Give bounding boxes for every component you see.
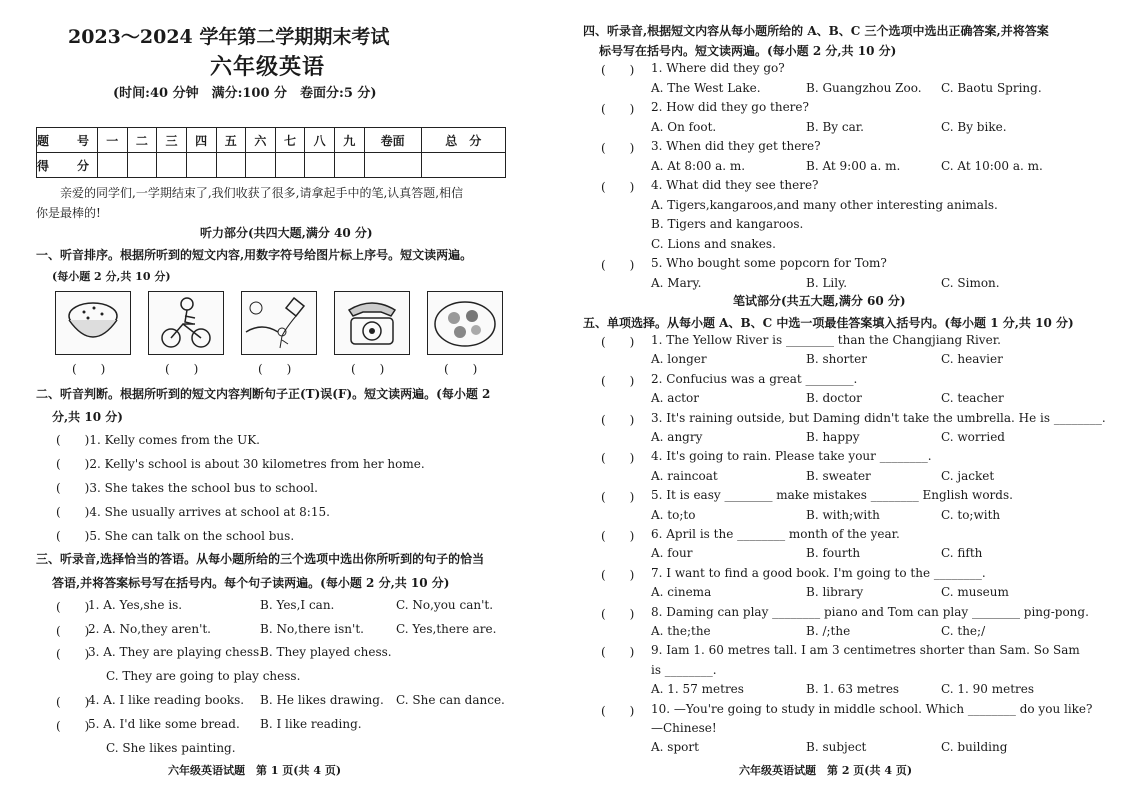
option-a: A. four (651, 546, 693, 561)
picture-answer-paren[interactable]: ( ) (444, 362, 478, 376)
question-stem: 10. —You're going to study in middle school. Which ________ do you like? (651, 701, 1093, 716)
answer-paren[interactable]: ( ) (601, 412, 635, 427)
option-c: C. worried (941, 430, 1005, 444)
option-a: 1. A. Yes,she is. (88, 598, 183, 612)
question-stem: 9. Iam 1. 60 metres tall. I am 3 centimetres shorter than Sam. So Sam (651, 643, 1080, 658)
picture-answer-paren[interactable]: ( ) (165, 362, 199, 376)
score-cell[interactable] (186, 153, 216, 178)
exam-page-2 (561, 0, 1123, 793)
option-c: C. Baotu Spring. (941, 80, 1042, 95)
score-col: 九 (335, 128, 365, 153)
option-c: C. museum (941, 585, 1009, 600)
kite-park-icon (241, 291, 317, 355)
option-a: A. cinema (651, 585, 712, 600)
option-c: C. heavier (941, 352, 1003, 367)
option-a: is ________. (651, 662, 717, 677)
option-a: A. actor (651, 391, 699, 406)
option-c: C. By bike. (941, 119, 1007, 134)
question-stem: 3. It's raining outside, but Daming didn't take the umbrella. He is ________. (651, 410, 1106, 425)
option-c: C. jacket (941, 468, 995, 483)
option-c: C. She can dance. (396, 693, 505, 707)
option-c: C. the;/ (941, 624, 986, 638)
option-b: B. He likes drawing. (260, 693, 384, 707)
option-a: 5. A. I'd like some bread. (88, 717, 240, 731)
answer-paren[interactable]: ( ) (601, 567, 635, 582)
question-stem: 5. Who bought some popcorn for Tom? (651, 256, 887, 270)
option-b: B. 1. 63 metres (806, 682, 900, 697)
score-cell[interactable] (98, 153, 128, 178)
section4-title: 四、听录音,根据短文内容从每小题所给的 A、B、C 三个选项中选出正确答案,并将答案 (583, 24, 1049, 38)
option-b: B. Lily. (806, 275, 848, 290)
option-c: C. She likes painting. (106, 741, 236, 755)
answer-paren[interactable]: ( ) (601, 703, 635, 718)
score-cell[interactable] (127, 153, 157, 178)
option-c: C. At 10:00 a. m. (941, 158, 1043, 173)
answer-paren[interactable]: ( ) (601, 373, 635, 388)
option-a: B. Tigers and kangaroos. (651, 217, 804, 231)
telephone-icon (334, 291, 410, 355)
rice-bowl-icon (55, 291, 131, 355)
option-b: B. They played chess. (260, 645, 392, 659)
answer-paren[interactable]: ( ) (601, 141, 635, 155)
option-b: B. /;the (806, 624, 851, 638)
option-a: A. the;the (651, 624, 711, 638)
score-col: 四 (186, 128, 216, 153)
option-b: B. subject (806, 740, 867, 755)
option-b: B. Guangzhou Zoo. (806, 80, 922, 95)
exam-page-1 (0, 0, 561, 793)
page-footer-2: 六年级英语试题 第 2 页(共 4 页) (739, 764, 913, 777)
section2-title-cont: 分,共 10 分) (52, 410, 123, 424)
option-a: A. sport (651, 740, 699, 755)
answer-paren[interactable]: ( ) (601, 335, 635, 349)
answer-paren[interactable]: ( ) (601, 63, 635, 77)
score-cell[interactable] (216, 153, 246, 178)
option-a: 4. A. I like reading books. (88, 693, 245, 707)
question-stem: 8. Daming can play ________ piano and Tom can play ________ ping-pong. (651, 604, 1089, 619)
score-col: 一 (98, 128, 128, 153)
option-a: C. Lions and snakes. (651, 236, 776, 251)
score-table-header-row (37, 128, 506, 153)
score-table-header-label: 题 号 (37, 128, 98, 153)
option-c: C. Simon. (941, 275, 1000, 290)
option-b: B. shorter (806, 352, 867, 367)
section1-title: 一、听音排序。根据所听到的短文内容,用数字符号给图片标上序号。短文读两遍。 (36, 248, 473, 262)
option-b: B. I like reading. (260, 717, 362, 731)
option-b: B. library (806, 585, 864, 600)
option-a: —Chinese! (651, 721, 717, 735)
score-cell[interactable] (364, 153, 421, 178)
score-col: 三 (157, 128, 187, 153)
picture-answer-paren[interactable]: ( ) (351, 362, 385, 376)
option-b: B. happy (806, 430, 860, 444)
question-stem: 6. April is the ________ month of the year. (651, 527, 900, 541)
option-c: C. fifth (941, 546, 983, 561)
score-col: 二 (127, 128, 157, 153)
food-plate-icon (427, 291, 503, 355)
picture-answer-paren[interactable]: ( ) (258, 362, 292, 376)
picture-answer-paren[interactable]: ( ) (72, 362, 106, 376)
option-b: B. Yes,I can. (260, 598, 335, 612)
listening-section-header: 听力部分(共四大题,满分 40 分) (200, 226, 373, 240)
score-col: 八 (305, 128, 335, 153)
question-stem: 4. What did they see there? (651, 178, 819, 192)
tf-question: ( )2. Kelly's school is about 30 kilometres from her home. (56, 457, 425, 471)
answer-paren[interactable]: ( ) (601, 451, 635, 466)
option-c: C. They are going to play chess. (106, 669, 301, 683)
option-a: A. longer (651, 352, 707, 367)
option-a: A. On foot. (651, 119, 717, 134)
tf-question: ( )5. She can talk on the school bus. (56, 529, 295, 543)
score-col: 总 分 (421, 128, 505, 153)
intro-text-line1: 亲爱的同学们,一学期结束了,我们收获了很多,请拿起手中的笔,认真答题,相信 (60, 186, 464, 200)
score-cell[interactable] (275, 153, 305, 178)
option-a: 3. A. They are playing chess. (88, 645, 263, 659)
score-col: 卷面 (364, 128, 421, 153)
option-c: C. building (941, 740, 1008, 755)
option-a: A. Mary. (651, 275, 702, 290)
option-c: C. to;with (941, 507, 1001, 522)
option-b: B. No,there isn't. (260, 622, 364, 636)
intro-text-line2: 你是最棒的! (36, 206, 101, 220)
answer-paren[interactable]: ( ) (56, 600, 90, 614)
question-stem: 2. How did they go there? (651, 100, 809, 114)
girl-cycling-icon (148, 291, 224, 355)
score-col: 六 (246, 128, 276, 153)
option-c: C. 1. 90 metres (941, 682, 1035, 697)
question-stem: 7. I want to find a good book. I'm going to the ________. (651, 565, 986, 580)
option-b: B. At 9:00 a. m. (806, 158, 901, 173)
score-cell[interactable] (246, 153, 276, 178)
score-cell[interactable] (335, 153, 365, 178)
exam-title-year: 2023～2024 学年第二学期期末考试 (68, 26, 390, 48)
option-a: A. The West Lake. (651, 80, 761, 95)
written-section-header: 笔试部分(共五大题,满分 60 分) (733, 294, 906, 308)
answer-paren[interactable]: ( ) (56, 695, 90, 709)
section1-score: (每小题 2 分,共 10 分) (52, 270, 171, 283)
score-cell[interactable] (421, 153, 505, 178)
page-footer-1: 六年级英语试题 第 1 页(共 4 页) (168, 764, 342, 777)
answer-paren[interactable]: ( ) (56, 647, 90, 661)
option-b: B. with;with (806, 507, 880, 522)
option-a: A. to;to (651, 507, 696, 522)
option-b: B. By car. (806, 119, 864, 134)
option-b: B. sweater (806, 468, 871, 483)
score-table (36, 127, 506, 178)
section2-title: 二、听音判断。根据所听到的短文内容判断句子正(T)误(F)。短文读两遍。(每小题 2 (36, 387, 491, 401)
option-b: B. doctor (806, 391, 862, 406)
option-b: B. fourth (806, 546, 861, 561)
answer-paren[interactable]: ( ) (601, 645, 635, 660)
question-stem: 3. When did they get there? (651, 139, 821, 153)
option-c: C. Yes,there are. (396, 622, 497, 636)
exam-info: (时间:40 分钟 满分:100 分 卷面分:5 分) (113, 86, 377, 101)
score-table-score-row (37, 153, 506, 178)
score-table-row-label: 得 分 (37, 153, 98, 178)
section3-title: 三、听录音,选择恰当的答语。从每小题所给的三个选项中选出你所听到的句子的恰当 (36, 552, 485, 566)
option-a: A. At 8:00 a. m. (651, 158, 746, 173)
answer-paren[interactable]: ( ) (601, 258, 635, 272)
score-col: 七 (275, 128, 305, 153)
option-a: A. Tigers,kangaroos,and many other interesting animals. (651, 197, 998, 212)
exam-title-subject: 六年级英语 (210, 54, 326, 80)
answer-paren[interactable]: ( ) (56, 719, 90, 733)
section5-title: 五、单项选择。从每小题 A、B、C 中选一项最佳答案填入括号内。(每小题 1 分,共 10 分) (583, 316, 1074, 330)
answer-paren[interactable]: ( ) (56, 624, 90, 638)
question-stem: 1. The Yellow River is ________ than the Changjiang River. (651, 333, 1001, 347)
option-a: A. raincoat (651, 468, 718, 483)
tf-question: ( )3. She takes the school bus to school. (56, 481, 318, 495)
answer-paren[interactable]: ( ) (601, 102, 635, 116)
answer-paren[interactable]: ( ) (601, 490, 635, 505)
answer-paren[interactable]: ( ) (601, 529, 635, 543)
option-a: A. angry (651, 430, 703, 444)
tf-question: ( )4. She usually arrives at school at 8:15. (56, 505, 330, 519)
score-cell[interactable] (157, 153, 187, 178)
answer-paren[interactable]: ( ) (601, 180, 635, 194)
question-stem: 5. It is easy ________ make mistakes ________ English words. (651, 488, 1013, 503)
tf-question: ( )1. Kelly comes from the UK. (56, 433, 260, 447)
section3-title-cont: 答语,并将答案标号写在括号内。每个句子读两遍。(每小题 2 分,共 10 分) (52, 576, 450, 590)
section4-title-cont: 标号写在括号内。短文读两遍。(每小题 2 分,共 10 分) (599, 44, 897, 58)
score-cell[interactable] (305, 153, 335, 178)
question-stem: 4. It's going to rain. Please take your ________. (651, 449, 932, 464)
question-stem: 2. Confucius was a great ________. (651, 371, 858, 386)
option-c: C. teacher (941, 391, 1004, 406)
option-a: A. 1. 57 metres (651, 682, 744, 697)
option-a: 2. A. No,they aren't. (88, 622, 211, 636)
score-col: 五 (216, 128, 246, 153)
answer-paren[interactable]: ( ) (601, 606, 635, 621)
question-stem: 1. Where did they go? (651, 61, 785, 75)
option-c: C. No,you can't. (396, 598, 494, 612)
